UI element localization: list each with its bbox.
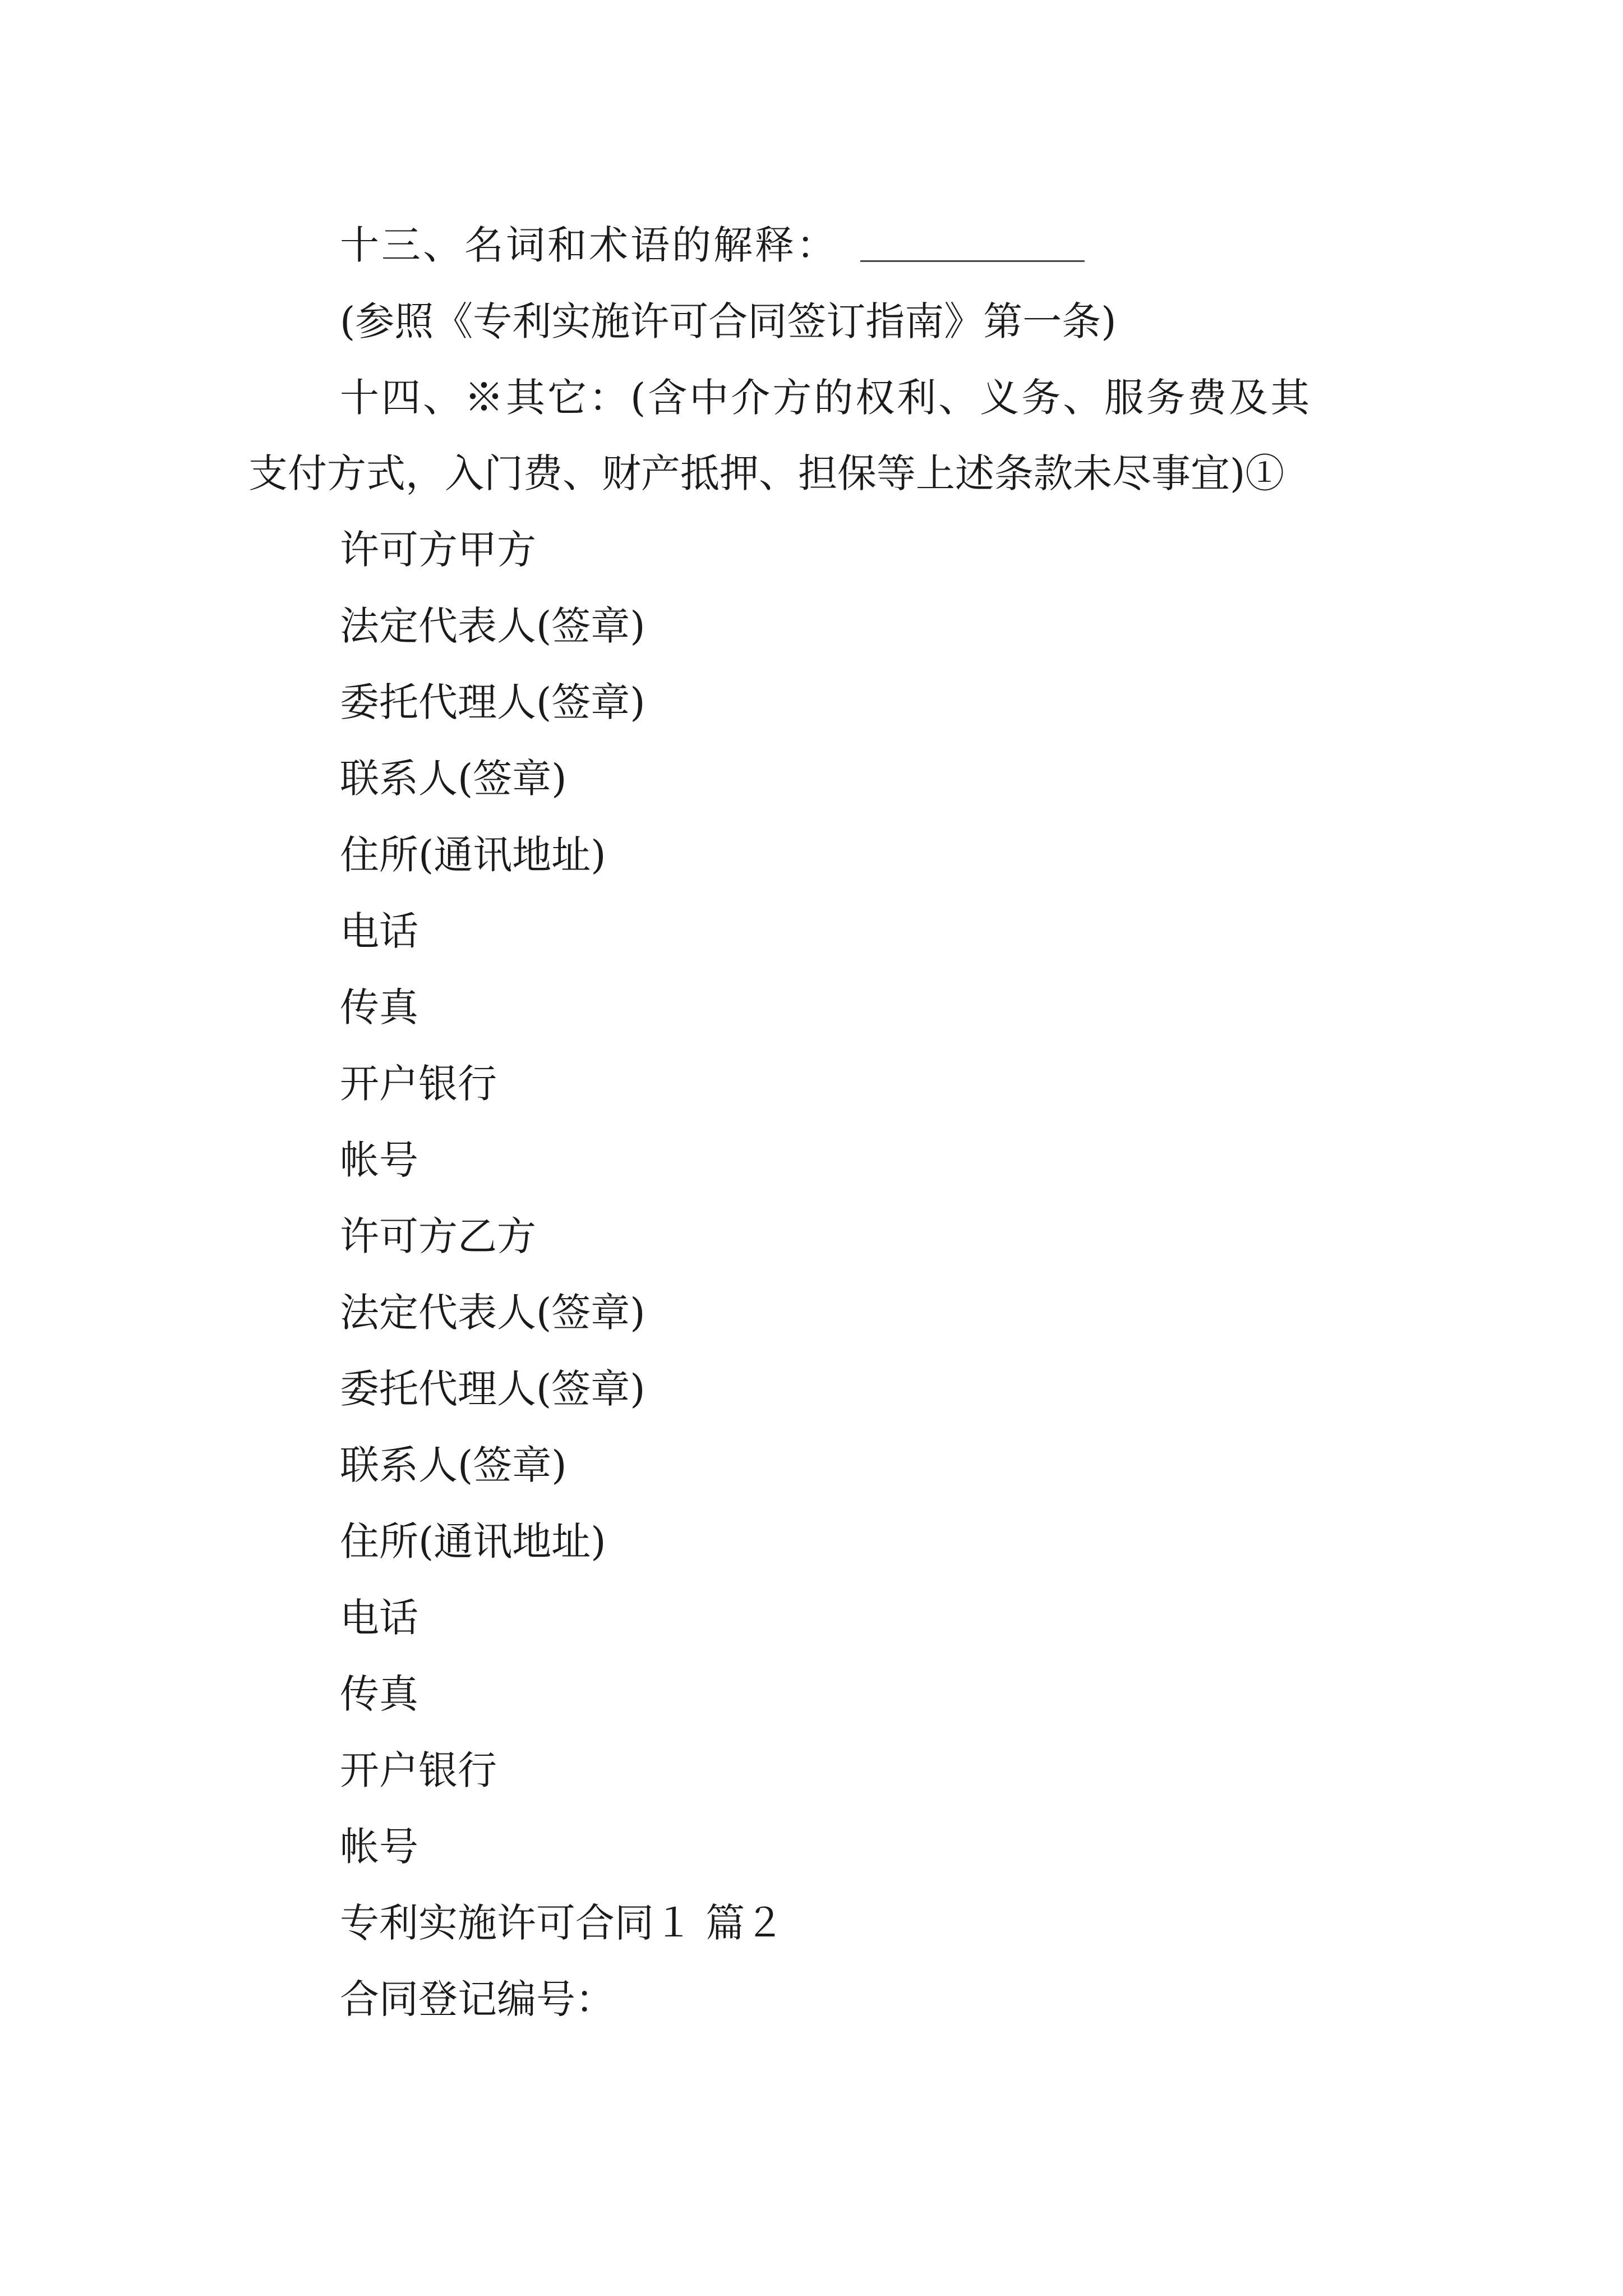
section-13-text: 十三、名词和术语的解释： (340, 222, 838, 268)
party-b-account: 帐号 (340, 1824, 418, 1870)
party-b-heading: 许可方乙方 (340, 1213, 536, 1259)
party-a-account: 帐号 (340, 1137, 418, 1183)
party-b-fax: 传真 (340, 1671, 418, 1717)
party-b-legal-rep: 法定代表人(签章) (340, 1290, 645, 1336)
contract-2-title: 专利实施许可合同１ 篇２ (340, 1900, 785, 1946)
party-b-address: 住所(通讯地址) (340, 1519, 606, 1565)
section-13-heading (340, 220, 1085, 270)
section-14-heading: 十四、※其它：(含中介方的权利、义务、服务费及其 (340, 375, 1312, 421)
party-a-bank: 开户银行 (340, 1061, 497, 1107)
reference-note: (参照《专利实施许可合同签订指南》第一条) (340, 298, 1117, 344)
section-14-continuation: 支付方式，入门费、财产抵押、担保等上述条款未尽事宜)① (248, 450, 1285, 496)
party-a-phone: 电话 (340, 908, 418, 954)
fill-in-blank (860, 260, 1085, 262)
party-a-contact: 联系人(签章) (340, 756, 567, 802)
contract-registration-number: 合同登记编号： (340, 1976, 615, 2022)
party-a-legal-rep: 法定代表人(签章) (340, 603, 645, 649)
party-b-phone: 电话 (340, 1595, 418, 1641)
party-a-heading: 许可方甲方 (340, 527, 536, 573)
party-b-contact: 联系人(签章) (340, 1442, 567, 1488)
party-a-fax: 传真 (340, 984, 418, 1030)
party-b-bank: 开户银行 (340, 1747, 497, 1793)
party-a-agent: 委托代理人(签章) (340, 679, 645, 725)
party-a-address: 住所(通讯地址) (340, 832, 606, 878)
party-b-agent: 委托代理人(签章) (340, 1366, 645, 1412)
